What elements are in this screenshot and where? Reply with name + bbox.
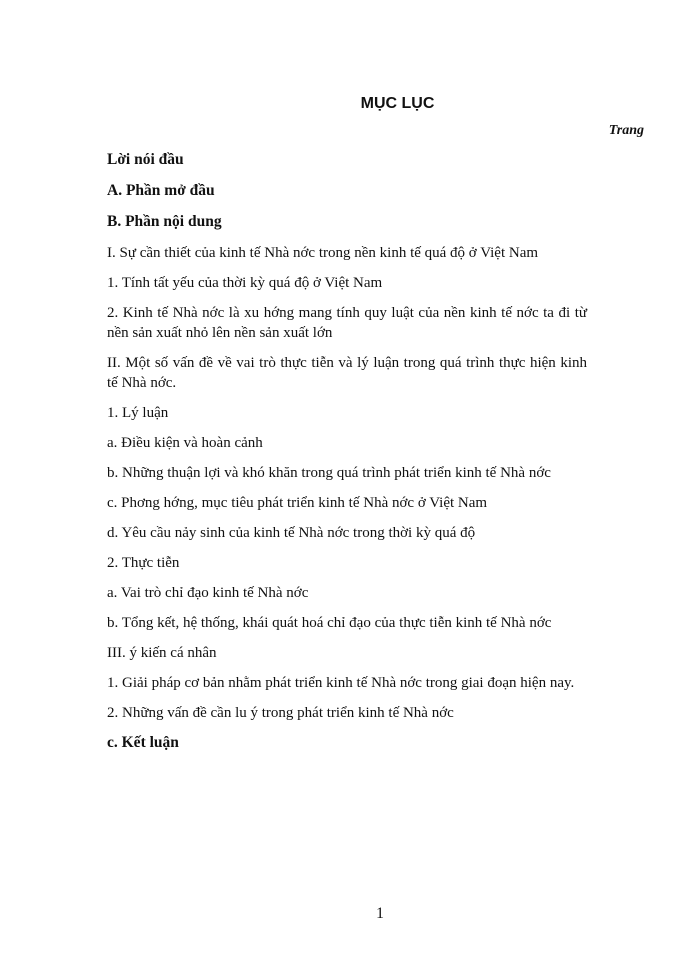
- toc-entry: c. Phơng hớng, mục tiêu phát triển kinh tế Nhà nớc ở Việt Nam: [107, 495, 488, 511]
- toc-entry: a. Điều kiện và hoàn cảnh: [107, 435, 263, 451]
- toc-entry: b. Những thuận lợi và khó khăn trong quá trình phát triển kinh tế Nhà nớc: [107, 465, 551, 481]
- toc-entry: 1. Tính tất yếu của thời kỳ quá độ ở Việt Nam: [107, 275, 383, 291]
- toc-entry: B. Phần nội dung: [107, 213, 222, 230]
- page-title: MỤC LỤC: [360, 95, 435, 112]
- toc-entry: III. ý kiến cá nhân: [107, 645, 217, 661]
- table-of-contents: [107, 150, 587, 764]
- toc-entry: Lời nói đầu: [107, 151, 184, 168]
- toc-entry: I. Sự cần thiết của kinh tế Nhà nớc trong nền kinh tế quá độ ở Việt Nam: [107, 245, 539, 261]
- toc-entry: A. Phần mở đầu: [107, 182, 215, 199]
- toc-entry: a. Vai trò chỉ đạo kinh tế Nhà nớc: [107, 585, 309, 601]
- page-number: 1: [376, 905, 384, 922]
- page-column-label: Trang: [608, 123, 644, 138]
- toc-entry: c. Kết luận: [107, 734, 179, 751]
- toc-entry: d. Yêu cầu nảy sinh của kinh tế Nhà nớc trong thời kỳ quá độ: [107, 525, 476, 541]
- toc-entry: 1. Lý luận: [107, 405, 169, 421]
- toc-entry: II. Một số vấn đề về vai trò thực tiễn và lý luận trong quá trình thực hiện kinh tế Nhà nớc.: [107, 355, 587, 391]
- toc-entry: 2. Kinh tế Nhà nớc là xu hớng mang tính quy luật của nền kinh tế nớc ta đi từ nền sản xuất nhỏ lên nền sản xuất lớn: [107, 305, 587, 341]
- toc-entry: 2. Thực tiễn: [107, 555, 180, 571]
- toc-entry: 2. Những vấn đề cần lu ý trong phát triển kinh tế Nhà nớc: [107, 705, 454, 721]
- toc-entry: 1. Giải pháp cơ bản nhằm phát triển kinh tế Nhà nớc trong giai đoạn hiện nay.: [107, 675, 575, 691]
- toc-entry: b. Tổng kết, hệ thống, khái quát hoá chỉ đạo của thực tiễn kinh tế Nhà nớc: [107, 615, 552, 631]
